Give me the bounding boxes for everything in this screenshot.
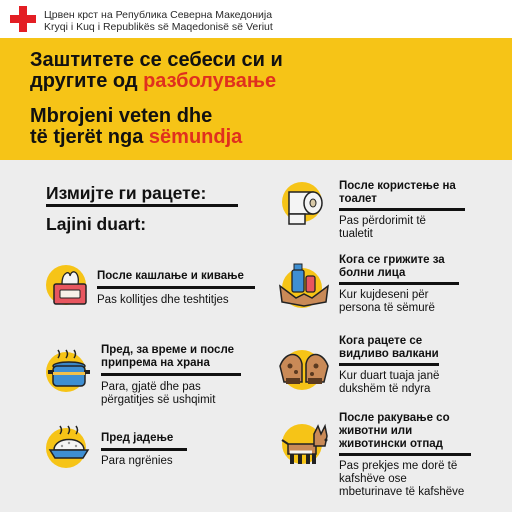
left-item-2-sq-l2: përgatitjes së ushqimit [101,394,216,406]
right-item-2-sq-l1: Kur kujdeseni për [339,289,429,301]
header [0,0,512,38]
right-item-4-sq-l3: mbeturinave të kafshëve [339,486,465,498]
right-item-3-mk-l1: Кога рацете се [339,335,423,347]
slogan-mk-line2 [30,71,330,92]
toilet-paper-icon [283,186,329,228]
left-item-1-sq: Pas kollitjes dhe teshtitjes [97,294,229,306]
tissue-box-icon [48,264,92,308]
slogan-mk-line1: Заштитете се себеси си и [30,49,283,71]
right-item-3-sq-l1: Kur duart tuaja janë [339,370,440,382]
right-item-4-divider [339,453,471,456]
left-item-3-mk: Пред јадење [101,432,174,444]
right-item-1-divider [339,208,465,211]
right-item-1-sq-l1: Pas përdorimit të [339,215,426,227]
right-item-2-divider [339,282,459,285]
right-item-3-divider [339,363,439,366]
red-cross-logo [10,6,36,32]
food-plate-icon [44,420,94,470]
right-item-3-mk-l2: видливо валкани [339,348,439,360]
left-item-3-divider [101,448,187,451]
slogan-sq [30,106,330,148]
cooking-pot-icon [44,346,94,396]
dog-icon [280,418,336,470]
slogan-mk-highlight: разболување [143,70,277,92]
right-item-2-mk-l1: Кога се грижите за [339,254,445,266]
left-item-3-sq: Para ngrënies [101,455,173,467]
slogan-mk-line2-text: другите од [30,70,144,92]
left-item-2-sq-l1: Para, gjatë dhe pas [101,381,201,393]
right-item-4-sq-l2: kafshëve ose [339,473,407,485]
right-item-1-mk-l2: тоалет [339,193,377,205]
heading-mk-underline [46,204,238,207]
left-item-1-mk: После кашлање и кивање [97,270,244,282]
slogan-banner [0,38,512,160]
slogan-sq-highlight: sëmundja [148,126,243,148]
left-item-1-divider [97,286,255,289]
slogan-sq-line2 [30,127,330,148]
right-item-2-mk-l2: болни лица [339,267,406,279]
left-item-2-mk-l2: припрема на храна [101,357,210,369]
right-item-4-mk-l3: животински отпад [339,438,443,450]
caring-hands-icon [276,258,332,310]
right-item-4-mk-l2: животни или [339,425,413,437]
org-name-mk: Црвен крст на Република Северна Македонија [44,9,273,21]
right-item-1-sq-l2: tualetit [339,228,373,240]
left-item-2-divider [101,373,241,376]
heading-mk: Измијте ги рацете: [46,183,207,203]
dirty-hands-icon [276,342,332,392]
slogan-mk [30,50,330,92]
slogan-sq-line2-text: të tjerët nga [30,126,149,148]
heading-sq: Lajini duart: [46,214,147,234]
slogan-sq-line1: Mbrojeni veten dhe [30,105,213,127]
right-item-4-sq-l1: Pas prekjes me dorë të [339,460,458,472]
right-item-2-sq-l2: persona të sëmurë [339,302,435,314]
left-item-2-mk-l1: Пред, за време и после [101,344,234,356]
org-name-sq: Kryqi i Kuq i Republikës së Maqedonisë së Veriut [44,21,273,33]
right-item-1-mk-l1: После користење на [339,180,456,192]
right-item-3-sq-l2: dukshëm të ndyra [339,383,431,395]
right-item-4-mk-l1: После ракување со [339,412,450,424]
